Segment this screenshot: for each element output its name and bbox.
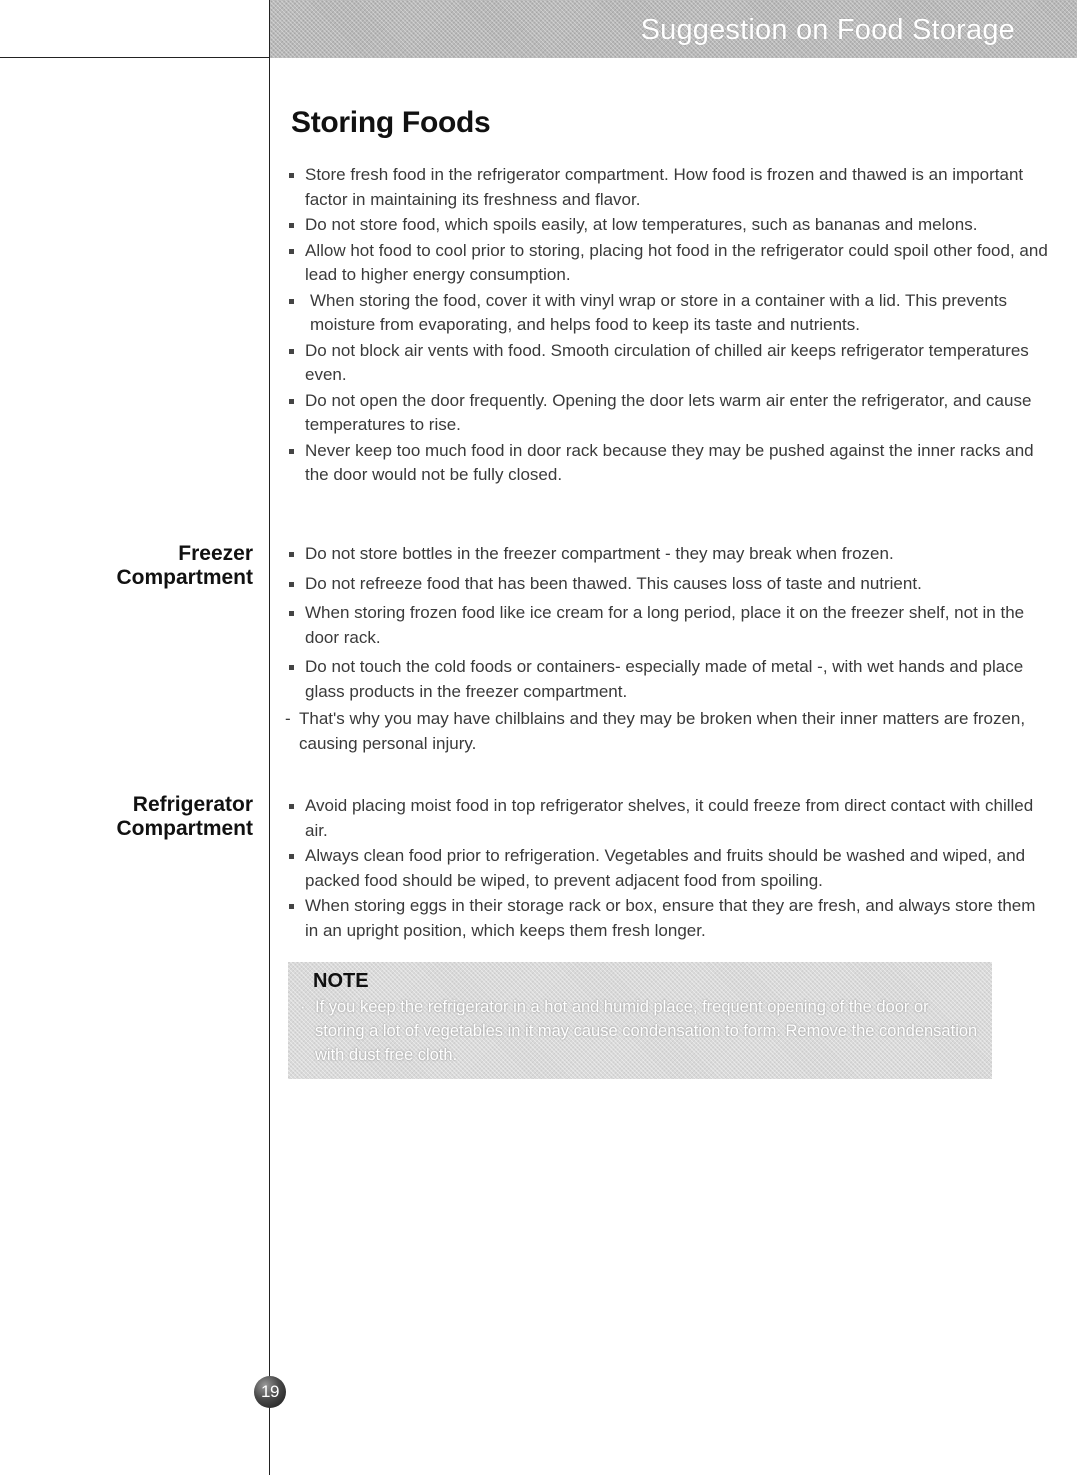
list-item: Do not touch the cold foods or containers- especially made of metal -, with wet hands and place glass products in the freezer compartment. xyxy=(288,655,1048,704)
list-item: Do not open the door frequently. Opening the door lets warm air enter the refrigerator, and cause temperatures to rise. xyxy=(288,389,1048,438)
header-band xyxy=(270,0,1077,58)
bullet-icon xyxy=(289,349,294,354)
bullet-icon xyxy=(289,904,294,909)
note-text xyxy=(300,995,980,1067)
bullet-icon xyxy=(289,854,294,859)
list-item: Allow hot food to cool prior to storing, placing hot food in the refrigerator could spoil other food, and lead to higher energy consumption. xyxy=(288,239,1048,288)
list-item: Do not store food, which spoils easily, at low temperatures, such as bananas and melons. xyxy=(288,213,1048,238)
list-item: Never keep too much food in door rack because they may be pushed against the inner racks and the door would not be fully closed. xyxy=(288,439,1048,488)
note-body: If you keep the refrigerator in a hot and humid place, frequent opening of the door or storing a lot of vegetables in it may cause condensation to form. Remove the condensation with dust free cloth. xyxy=(315,998,978,1064)
list-item: Always clean food prior to refrigeration. Vegetables and fruits should be washed and wiped, and packed food should be wiped, to prevent adjacent food from spoiling. xyxy=(288,844,1048,893)
bullet-icon xyxy=(289,582,294,587)
list-item: When storing eggs in their storage rack or box, ensure that they are fresh, and always store them in an upright position, which keeps them fresh longer. xyxy=(288,894,1048,943)
bullet-icon xyxy=(289,223,294,228)
refrigerator-label-line1: Refrigerator xyxy=(132,793,253,816)
bullet-icon xyxy=(289,552,294,557)
general-storage-list xyxy=(288,163,1048,489)
freezer-section-label xyxy=(116,542,253,590)
dash-mark: - xyxy=(285,709,291,728)
list-item: Do not block air vents with food. Smooth circulation of chilled air keeps refrigerator temperatures even. xyxy=(288,339,1048,388)
bullet-icon xyxy=(289,804,294,809)
bullet-icon xyxy=(289,665,294,670)
bullet-icon xyxy=(289,249,294,254)
page-title: Storing Foods xyxy=(291,106,491,139)
bullet-icon xyxy=(289,173,294,178)
bullet-icon xyxy=(289,299,294,304)
list-item: Do not store bottles in the freezer compartment - they may break when frozen. xyxy=(288,542,1048,567)
header-rule xyxy=(0,57,270,58)
list-item: When storing the food, cover it with vinyl wrap or store in a container with a lid. This prevents moisture from evaporating, and helps food to keep its taste and nutrients. xyxy=(288,289,1048,338)
note-box xyxy=(288,962,992,1079)
vertical-divider xyxy=(269,0,270,1475)
note-bullet-icon: · xyxy=(300,998,306,1016)
list-item: Avoid placing moist food in top refrigerator shelves, it could freeze from direct contact with chilled air. xyxy=(288,794,1048,843)
refrigerator-list xyxy=(288,794,1048,944)
list-item: Do not refreeze food that has been thawed. This causes loss of taste and nutrient. xyxy=(288,572,1048,597)
list-item-note: - That's why you may have chilblains and they may be broken when their inner matters are frozen, causing personal injury. xyxy=(285,709,1026,753)
section-header-title: Suggestion on Food Storage xyxy=(640,14,1015,46)
refrigerator-section-label xyxy=(116,793,253,841)
note-title: NOTE xyxy=(313,970,369,992)
page-number-badge: 19 xyxy=(254,1376,286,1408)
refrigerator-label-line2: Compartment xyxy=(116,817,253,840)
list-item: When storing frozen food like ice cream for a long period, place it on the freezer shelf, not in the door rack. xyxy=(288,601,1048,650)
bullet-icon xyxy=(289,399,294,404)
bullet-icon xyxy=(289,449,294,454)
freezer-list xyxy=(285,542,1048,757)
freezer-label-line1: Freezer xyxy=(178,542,253,565)
list-item: Store fresh food in the refrigerator compartment. How food is frozen and thawed is an important factor in maintaining its freshness and flavor. xyxy=(288,163,1048,212)
freezer-label-line2: Compartment xyxy=(116,566,253,589)
bullet-icon xyxy=(289,611,294,616)
